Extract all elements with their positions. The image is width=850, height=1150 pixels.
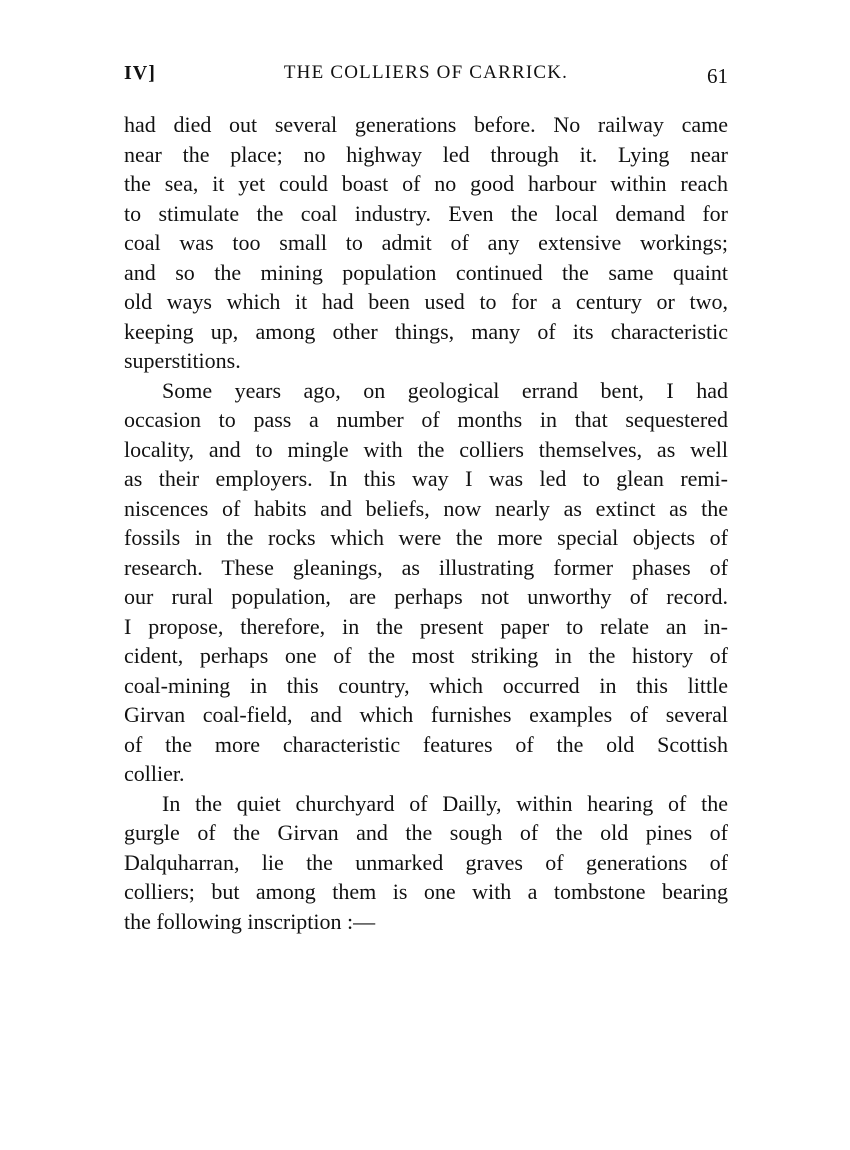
text-line: gurgle of the Girvan and the sough of the old pines of	[124, 820, 728, 845]
text-line: keeping up, among other things, many of its characteristic	[124, 318, 728, 344]
paragraph-1	[124, 110, 728, 376]
text-line: and so the mining population continued the same quaint	[124, 259, 728, 285]
page-number: 61	[707, 64, 728, 88]
text-line: niscences of habits and beliefs, now nearly as extinct as the	[124, 495, 728, 521]
text-line: the following inscription :—	[124, 908, 376, 934]
text-line: occasion to pass a number of months in that sequestered	[124, 407, 728, 432]
text-line: Some years ago, on geological errand bent, I had	[162, 377, 728, 403]
text-line: superstitions.	[124, 348, 241, 373]
text-line: locality, and to mingle with the colliers themselves, as well	[124, 436, 728, 462]
text-line: cident, perhaps one of the most striking in the history of	[124, 643, 728, 668]
text-line: had died out several generations before. No railway came	[124, 112, 728, 137]
paragraph-3	[124, 789, 728, 937]
text-line: old ways which it had been used to for a century or two,	[124, 289, 728, 314]
text-line: Girvan coal-field, and which furnishes examples of several	[124, 702, 728, 727]
text-line: near the place; no highway led through it. Lying near	[124, 141, 728, 167]
running-title: THE COLLIERS OF CARRICK.	[283, 62, 569, 83]
text-line: Dalquharran, lie the unmarked graves of generations of	[124, 849, 728, 875]
text-line: coal was too small to admit of any extensive workings;	[124, 230, 728, 255]
chapter-number: IV]	[124, 62, 156, 84]
text-line: fossils in the rocks which were the more special objects of	[124, 525, 728, 550]
text-line: the sea, it yet could boast of no good harbour within reach	[124, 171, 728, 196]
text-line: In the quiet churchyard of Dailly, within hearing of the	[162, 790, 728, 816]
text-line: to stimulate the coal industry. Even the local demand for	[124, 200, 728, 226]
text-line: coal-mining in this country, which occurred in this little	[124, 672, 728, 698]
body-text	[124, 110, 728, 936]
text-line: collier.	[124, 761, 185, 786]
running-head	[124, 62, 728, 92]
paragraph-2	[124, 376, 728, 789]
text-line: as their employers. In this way I was led to glean remi-	[124, 466, 728, 491]
text-line: of the more characteristic features of the old Scottish	[124, 731, 728, 757]
text-line: I propose, therefore, in the present paper to relate an in-	[124, 613, 728, 639]
text-line: research. These gleanings, as illustrating former phases of	[124, 554, 728, 580]
text-line: our rural population, are perhaps not unworthy of record.	[124, 584, 728, 609]
text-line: colliers; but among them is one with a tombstone bearing	[124, 879, 728, 904]
